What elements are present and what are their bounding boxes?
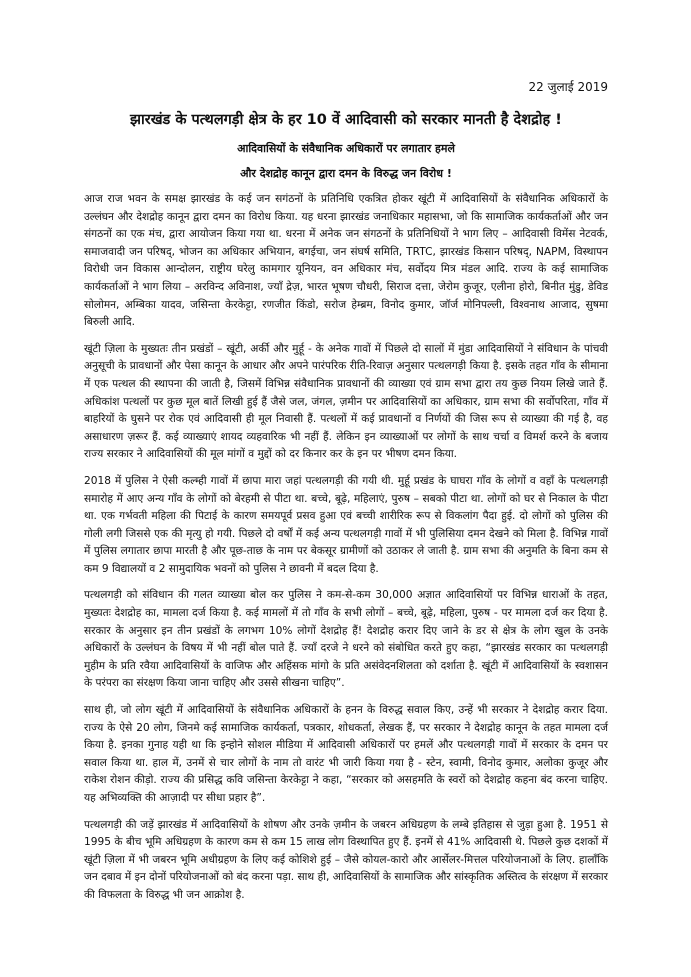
paragraph-5: साथ ही, जो लोग खूंटी में आदिवासियों के संवैधानिक अधिकारों के हनन के विरुद्ध सवाल किए, उन्हें भी सरकार ने देशद्रोह करार दिया. राज्य के ऐसे 20 लोग, जिनमे कई सामाजिक कार्यकर्ता, पत्रकार, शोधकर्ता, लेखक हैं, पर सरकार ने देशद्रोह कानून के तहत मामला दर्ज किया है. इनका गुनाह यही था कि इन्होने सोशल मीडिया में आदिवासी अधिकारों पर हमलें और पत्थलगड़ी गावों में सरकार के दमन पर सवाल किया था. हाल में, उनमें से चार लोगों के नाम तो वारंट भी जारी किया गया है - स्टेन, स्वामी, विनोद कुमार, अलोका कुजूर और राकेश रोशन कीड़ो. राज्य की प्रसिद्ध कवि जसिन्ता केरकेट्टा ने कहा, “सरकार को असहमति के स्वरों को देशद्रोह कहना बंद करना चाहिए. यह अभिव्यक्ति की आज़ादी पर सीधा प्रहार है”. (84, 704, 608, 804)
paragraph-2: खूंटी ज़िला के मुख्यतः तीन प्रखंडों – खूंटी, अर्की और मुर्हू - के अनेक गावों में पिछले दो सालों में मुंडा आदिवासियों ने संविधान के पांचवी अनुसूची के प्रावधानों और पेसा कानून के आधार और अपने पारंपरिक रीति-रिवाज़ अनुसार पत्थलगड़ी किया है. इसके तहत गाँव के सीमाना में एक पत्थल की स्थापना की जाती है, जिसमें विभिन्न संवैधानिक प्रावधानों की व्याख्या एवं ग्राम सभा द्वारा तय कुछ नियम लिखे जाते हैं. अधिकांश पत्थलों पर कुछ मूल बातें लिखी हुई हैं जैसे जल, जंगल, ज़मीन पर आदिवासियों का अधिकार, ग्राम सभा की सर्वोपरिता, गाँव में बाहरियों के घुसने पर रोक एवं आदिवासी ही मूल निवासी हैं. पत्थलों में कई प्रावधानों व निर्णयों की जिस रूप से व्याख्या की गई है, वह असाधारण ज़रूर हैं. कई व्याख्याएं शायद व्यहवारिक भी नहीं हैं. लेकिन इन व्याख्याओं पर लोगों के साथ चर्चा व विमर्श करने के बजाय राज्य सरकार ने आदिवासियों की मूल मांगों व मुद्दों को दर किनार कर के इन पर भीषण दमन किया. (84, 342, 608, 461)
document-page (84, 78, 608, 914)
paragraph-1: आज राज भवन के समक्ष झारखंड के कई जन सगंठनों के प्रतिनिधि एकत्रित होकर खूंटी में आदिवासियों के संवैधानिक अधिकारों के उल्लंघन और देशद्रोह कानून द्वारा दमन का विरोध किया. यह धरना झारखंड जनाधिकार महासभा, जो कि सामाजिक कार्यकर्ताओं और जन संगठनों का एक मंच, द्वारा आयोजन किया गया था. धरना में अनेक जन संगठनों के प्रतिनिधियों ने भाग लिए – आदिवासी विमेंस नेटवर्क, समाजवादी जन परिषद्, भोजन का अधिकार अभियान, बगईचा, जन संघर्ष समिति, TRTC, झारखंड किसान परिषद्, NAPM, विस्थापन विरोधी जन विकास आन्दोलन, राष्ट्रीय घरेलु कामगार यूनियन, वन अधिकार मंच, सर्वोदय मित्र मंडल आदि. राज्य के कई सामाजिक कार्यकर्ताओं ने भाग लिया – अरविन्द अविनाश, ज्याँ द्रेज़, भारत भूषण चौधरी, सिराज दत्ता, जेरोम कुजूर, एलीना होरो, बिनीत मुंडु, डेविड सोलोमन, अम्बिका यादव, जसिन्ता केरकेट्टा, रणजीत किंडो, सरोज हेम्ब्रम, विनोद कुमार, जॉर्ज मोनिपल्ली, विश्वनाथ आजाद, सुषमा बिरुली आदि. (84, 193, 608, 329)
subtitle-2: और देशद्रोह कानून द्वारा दमन के विरुद्ध जन विरोध ! (240, 167, 452, 180)
document-title: झारखंड के पत्थलगड़ी क्षेत्र के हर 10 वें आदिवासी को सरकार मानती है देशद्रोह ! (130, 112, 562, 128)
subtitle-1: आदिवासियों के संवैधानिक अधिकारों पर लगातार हमले (237, 142, 455, 155)
paragraph-3: 2018 में पुलिस ने ऐसी कल्म्ही गावों में छापा मारा जहां पत्थलगड़ी की गयी थी. मुर्हू प्रखंड के घाघरा गाँव के लोगों व वहाँ के पत्थलगड़ी समारोह में आए अन्य गाँव के लोगों को बेरहमी से पीटा था. बच्चे, बूढ़े, महिलाएं, पुरुष – सबको पीटा था. लोगों को घर से निकाल के पीटा था. एक गर्भवती महिला की पिटाई के कारण समयपूर्व प्रसव हुआ एवं बच्ची शारीरिक रूप से विकलांग पैदा हुई. दो लोगों को पुलिस की गोली लगी जिससे एक की मृत्यु हो गयी. पिछले दो वर्षों में कई अन्य पत्थलगड़ी गावों में भी पुलिसिया दमन देखने को मिला है. विभिन्न गावों में पुलिस लगातार छापा मारती है और पूछ-ताछ के नाम पर बेकसूर ग्रामीणों को उठाकर ले जाती है. ग्राम सभा की अनुमति के बिना कम से कम 9 विद्यालयों व 2 सामुदायिक भवनों को पुलिस ने छावनी में बदल दिया है. (84, 474, 608, 575)
paragraph-4: पत्थलगड़ी को संविधान की गलत व्याख्या बोल कर पुलिस ने कम-से-कम 30,000 अज्ञात आदिवासियों पर विभिन्न धाराओं के तहत, मुख्यतः देशद्रोह का, मामला दर्ज किया है. कई मामलों में तो गाँव के सभी लोगों – बच्चे, बूढ़े, महिला, पुरुष - पर मामला दर्ज कर दिया है. सरकार के अनुसार इन तीन प्रखंडों के लगभग 10% लोगों देशद्रोह हैं! देशद्रोह करार दिए जाने के डर से क्षेत्र के लोग खुल के उनके अधिकारों के उल्लंघन के विषय में भी नहीं बोल पाते हैं. ज्याँ दरजे ने धरने को संबोधित करते हुए कहा, “झारखंड सरकार का पत्थलगड़ी मुहीम के प्रति रवैया आदिवासियों के वाजिफ और अहिंसक मांगो के प्रति असंवेदनशिलता को दर्शाता है. खूंटी में आदिवासियों के स्वशासन के परंपरा का संरक्षण किया जाना चाहिए और उससे सीखना चाहिए”. (84, 589, 608, 690)
document-date: 22 जुलाई 2019 (528, 80, 608, 94)
paragraph-6: पत्थलगड़ी की जड़ें झारखंड में आदिवासियों के शोषण और उनके ज़मीन के जबरन अधिग्रहण के लम्बे इतिहास से जुड़ा हुआ है. 1951 से 1995 के बीच भूमि अधिग्रहण के कारण कम से कम 15 लाख लोग विस्थापित हुए हैं. इनमें से 41% आदिवासी थे. पिछले कुछ दशकों में खूंटी ज़िला में भी जबरन भूमि अधीग्रहण के लिए कई कोशिशे हुई – जैसे कोयल-कारो और आर्सेलर-मित्तल परियोजनाओं के लिए. हालाँकि जन दबाव में इन दोनों परियोजनाओं को बंद करना पड़ा. साथ ही, आदिवासियों के सामाजिक और सांस्कृतिक अस्तित्व के संरक्षण में सरकार की विफलता के विरुद्ध भी जन आक्रोश है. (84, 818, 608, 901)
